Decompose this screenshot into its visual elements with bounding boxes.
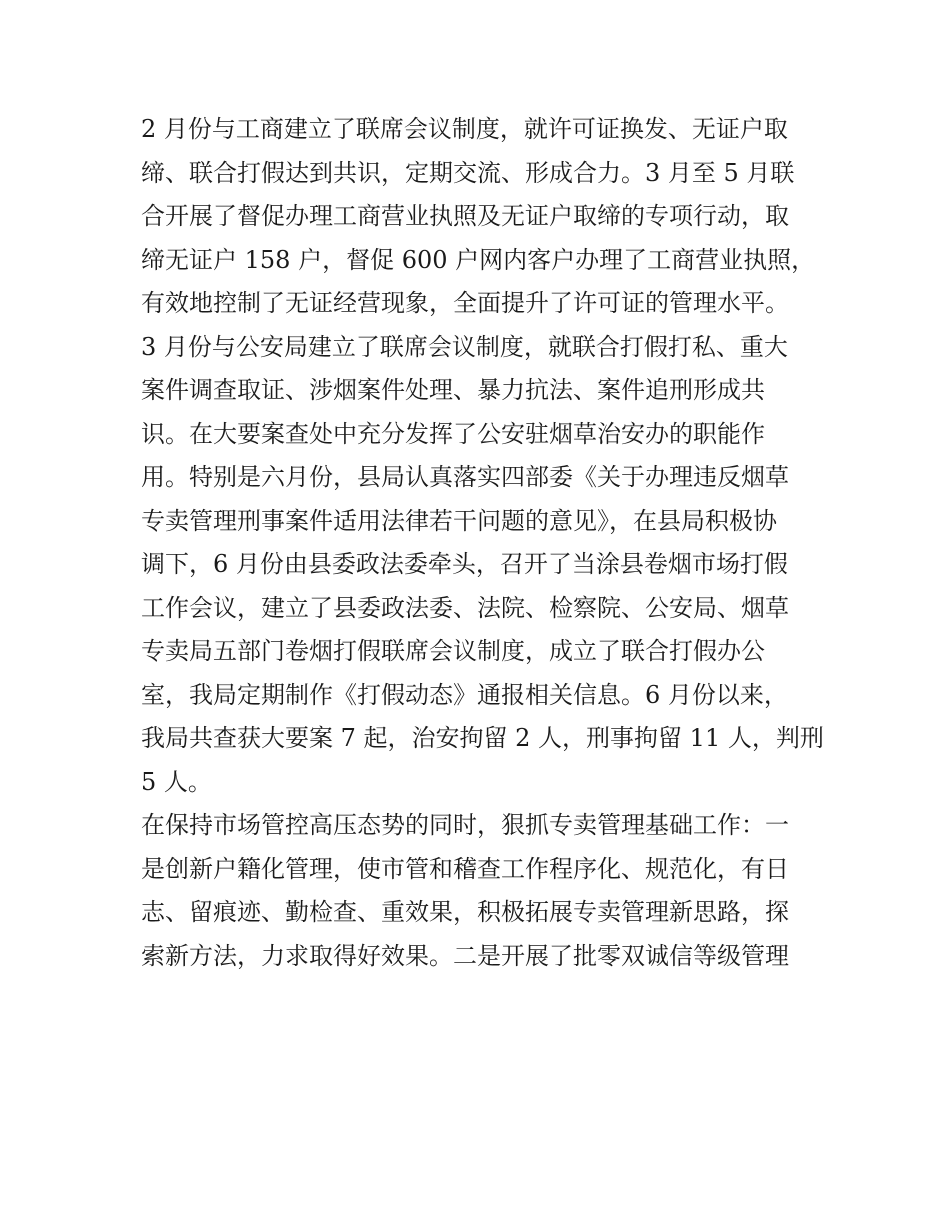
- text-line: 工作会议，建立了县委政法委、法院、检察院、公安局、烟草: [141, 593, 789, 622]
- text-line: 识。在大要案查处中充分发挥了公安驻烟草治安办的职能作: [141, 419, 765, 448]
- text-line: 3 月份与公安局建立了联席会议制度，就联合打假打私、重大: [141, 332, 788, 361]
- text-line: 志、留痕迹、勤检查、重效果，积极拓展专卖管理新思路，探: [141, 898, 789, 926]
- text-line: 索新方法，力求取得好效果。二是开展了批零双诚信等级管理: [141, 941, 789, 970]
- text-line: 调下，6 月份由县委政法委牵头，召开了当涂县卷烟市场打假: [141, 550, 788, 578]
- text-line: 用。特别是六月份，县局认真落实四部委《关于办理违反烟草: [141, 463, 789, 491]
- text-line: 室，我局定期制作《打假动态》通报相关信息。6 月份以来，: [141, 680, 788, 709]
- text-line: 专卖管理刑事案件适用法律若干问题的意见》，在县局积极协: [141, 506, 777, 535]
- text-line: 我局共查获大要案 7 起，治安拘留 2 人，刑事拘留 11 人，判刑: [141, 724, 824, 752]
- text-line: 缔无证户 158 户，督促 600 户网内客户办理了工商营业执照，: [141, 245, 816, 274]
- text-line: 缔、联合打假达到共识，定期交流、形成合力。3 月至 5 月联: [141, 158, 795, 187]
- text-line: 案件调查取证、涉烟案件处理、暴力抗法、案件追刑形成共: [141, 376, 765, 404]
- text-line: 在保持市场管控高压态势的同时，狠抓专卖管理基础工作：一: [141, 811, 789, 839]
- text-line: 5 人。: [141, 767, 212, 796]
- text-line: 是创新户籍化管理，使市管和稽查工作程序化、规范化，有日: [141, 854, 789, 883]
- text-line: 2 月份与工商建立了联席会议制度，就许可证换发、无证户取: [141, 115, 788, 143]
- text-line: 专卖局五部门卷烟打假联席会议制度，成立了联合打假办公: [141, 637, 765, 665]
- text-line: 有效地控制了无证经营现象，全面提升了许可证的管理水平。: [141, 289, 789, 317]
- text-line: 合开展了督促办理工商营业执照及无证户取缔的专项行动，取: [141, 202, 789, 230]
- body-text: [141, 108, 824, 978]
